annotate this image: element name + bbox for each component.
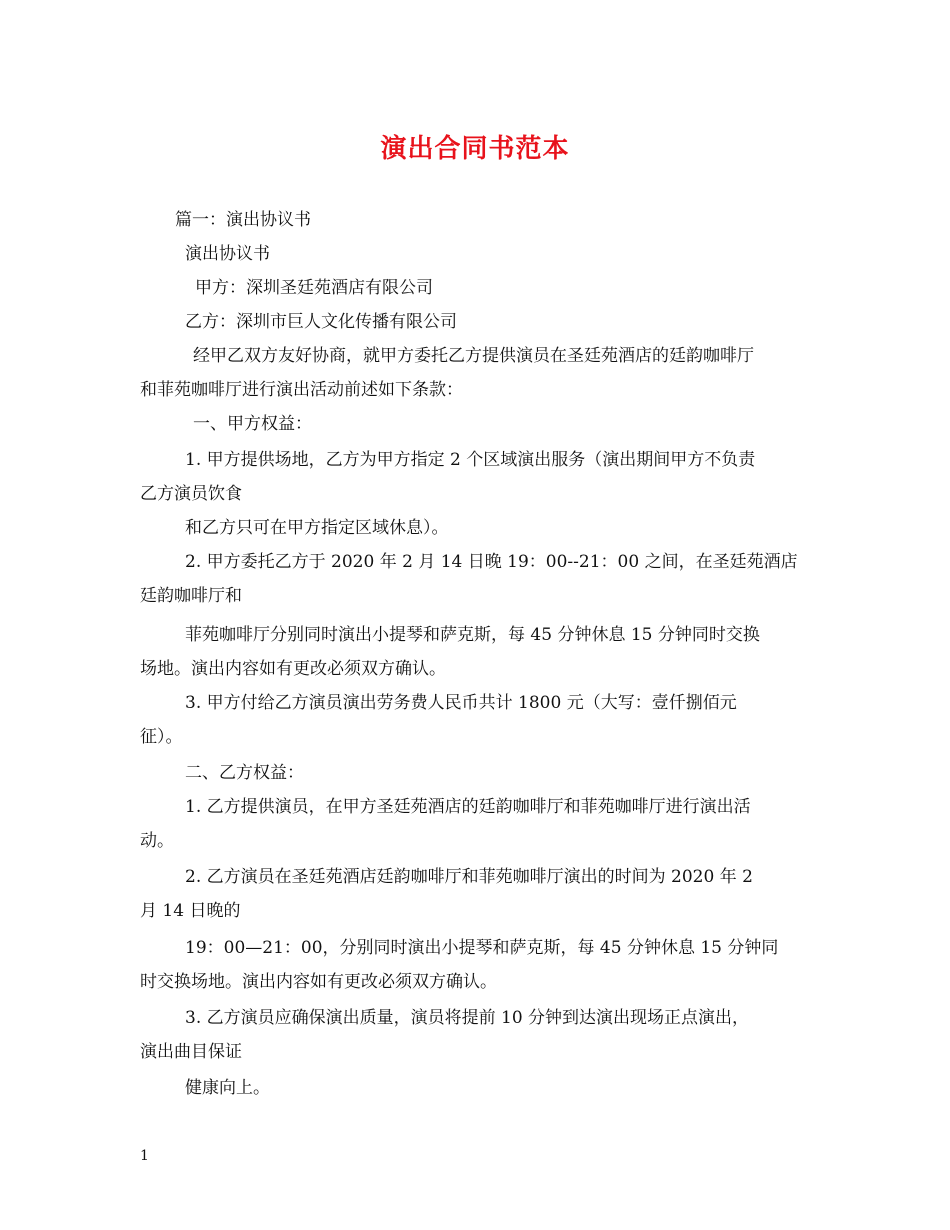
clause-line: 2. 乙方演员在圣廷苑酒店廷韵咖啡厅和菲苑咖啡厅演出的时间为 2020 年 2 [185,867,753,887]
clause-line: 和乙方只可在甲方指定区域休息）。 [185,518,449,538]
clause-line: 动。 [140,831,174,851]
clause-line: 演出曲目保证 [140,1042,242,1062]
section-heading: 篇一：演出协议书 [175,210,311,230]
section-heading: 二、乙方权益： [185,763,304,783]
section-heading: 一、甲方权益： [193,414,312,434]
document-title: 演出合同书范本 [380,134,570,164]
party-a-line: 甲方：深圳圣廷苑酒店有限公司 [195,278,433,298]
clause-line: 健康向上。 [185,1078,270,1098]
party-b-line: 乙方：深圳市巨人文化传播有限公司 [185,312,457,332]
clause-line: 时交换场地。演出内容如有更改必须双方确认。 [140,972,497,992]
clause-line: 廷韵咖啡厅和 [140,586,242,606]
clause-line: 场地。演出内容如有更改必须双方确认。 [140,659,446,679]
page-number: 1 [140,1148,149,1164]
paragraph-line: 经甲乙双方友好协商，就甲方委托乙方提供演员在圣廷苑酒店的廷韵咖啡厅 [193,346,754,366]
clause-line: 3. 甲方付给乙方演员演出劳务费人民币共计 1800 元（大写：壹仟捌佰元 [185,693,737,713]
clause-line: 征）。 [140,727,183,747]
paragraph-line: 演出协议书 [185,244,270,264]
clause-line: 乙方演员饮食 [140,484,242,504]
clause-line: 2. 甲方委托乙方于 2020 年 2 月 14 日晚 19：00--21：00 之间，在圣廷苑酒店 [185,552,798,572]
clause-line: 1. 乙方提供演员，在甲方圣廷苑酒店的廷韵咖啡厅和菲苑咖啡厅进行演出活 [185,797,751,817]
clause-line: 菲苑咖啡厅分别同时演出小提琴和萨克斯，每 45 分钟休息 15 分钟同时交换 [185,625,760,645]
clause-line: 1. 甲方提供场地，乙方为甲方指定 2 个区域演出服务（演出期间甲方不负责 [185,450,756,470]
clause-line: 19：00—21：00，分别同时演出小提琴和萨克斯，每 45 分钟休息 15 分钟同 [185,938,779,958]
clause-line: 月 14 日晚的 [140,901,241,921]
clause-line: 3. 乙方演员应确保演出质量，演员将提前 10 分钟到达演出现场正点演出， [185,1008,750,1028]
paragraph-line: 和菲苑咖啡厅进行演出活动前述如下条款： [140,380,463,400]
